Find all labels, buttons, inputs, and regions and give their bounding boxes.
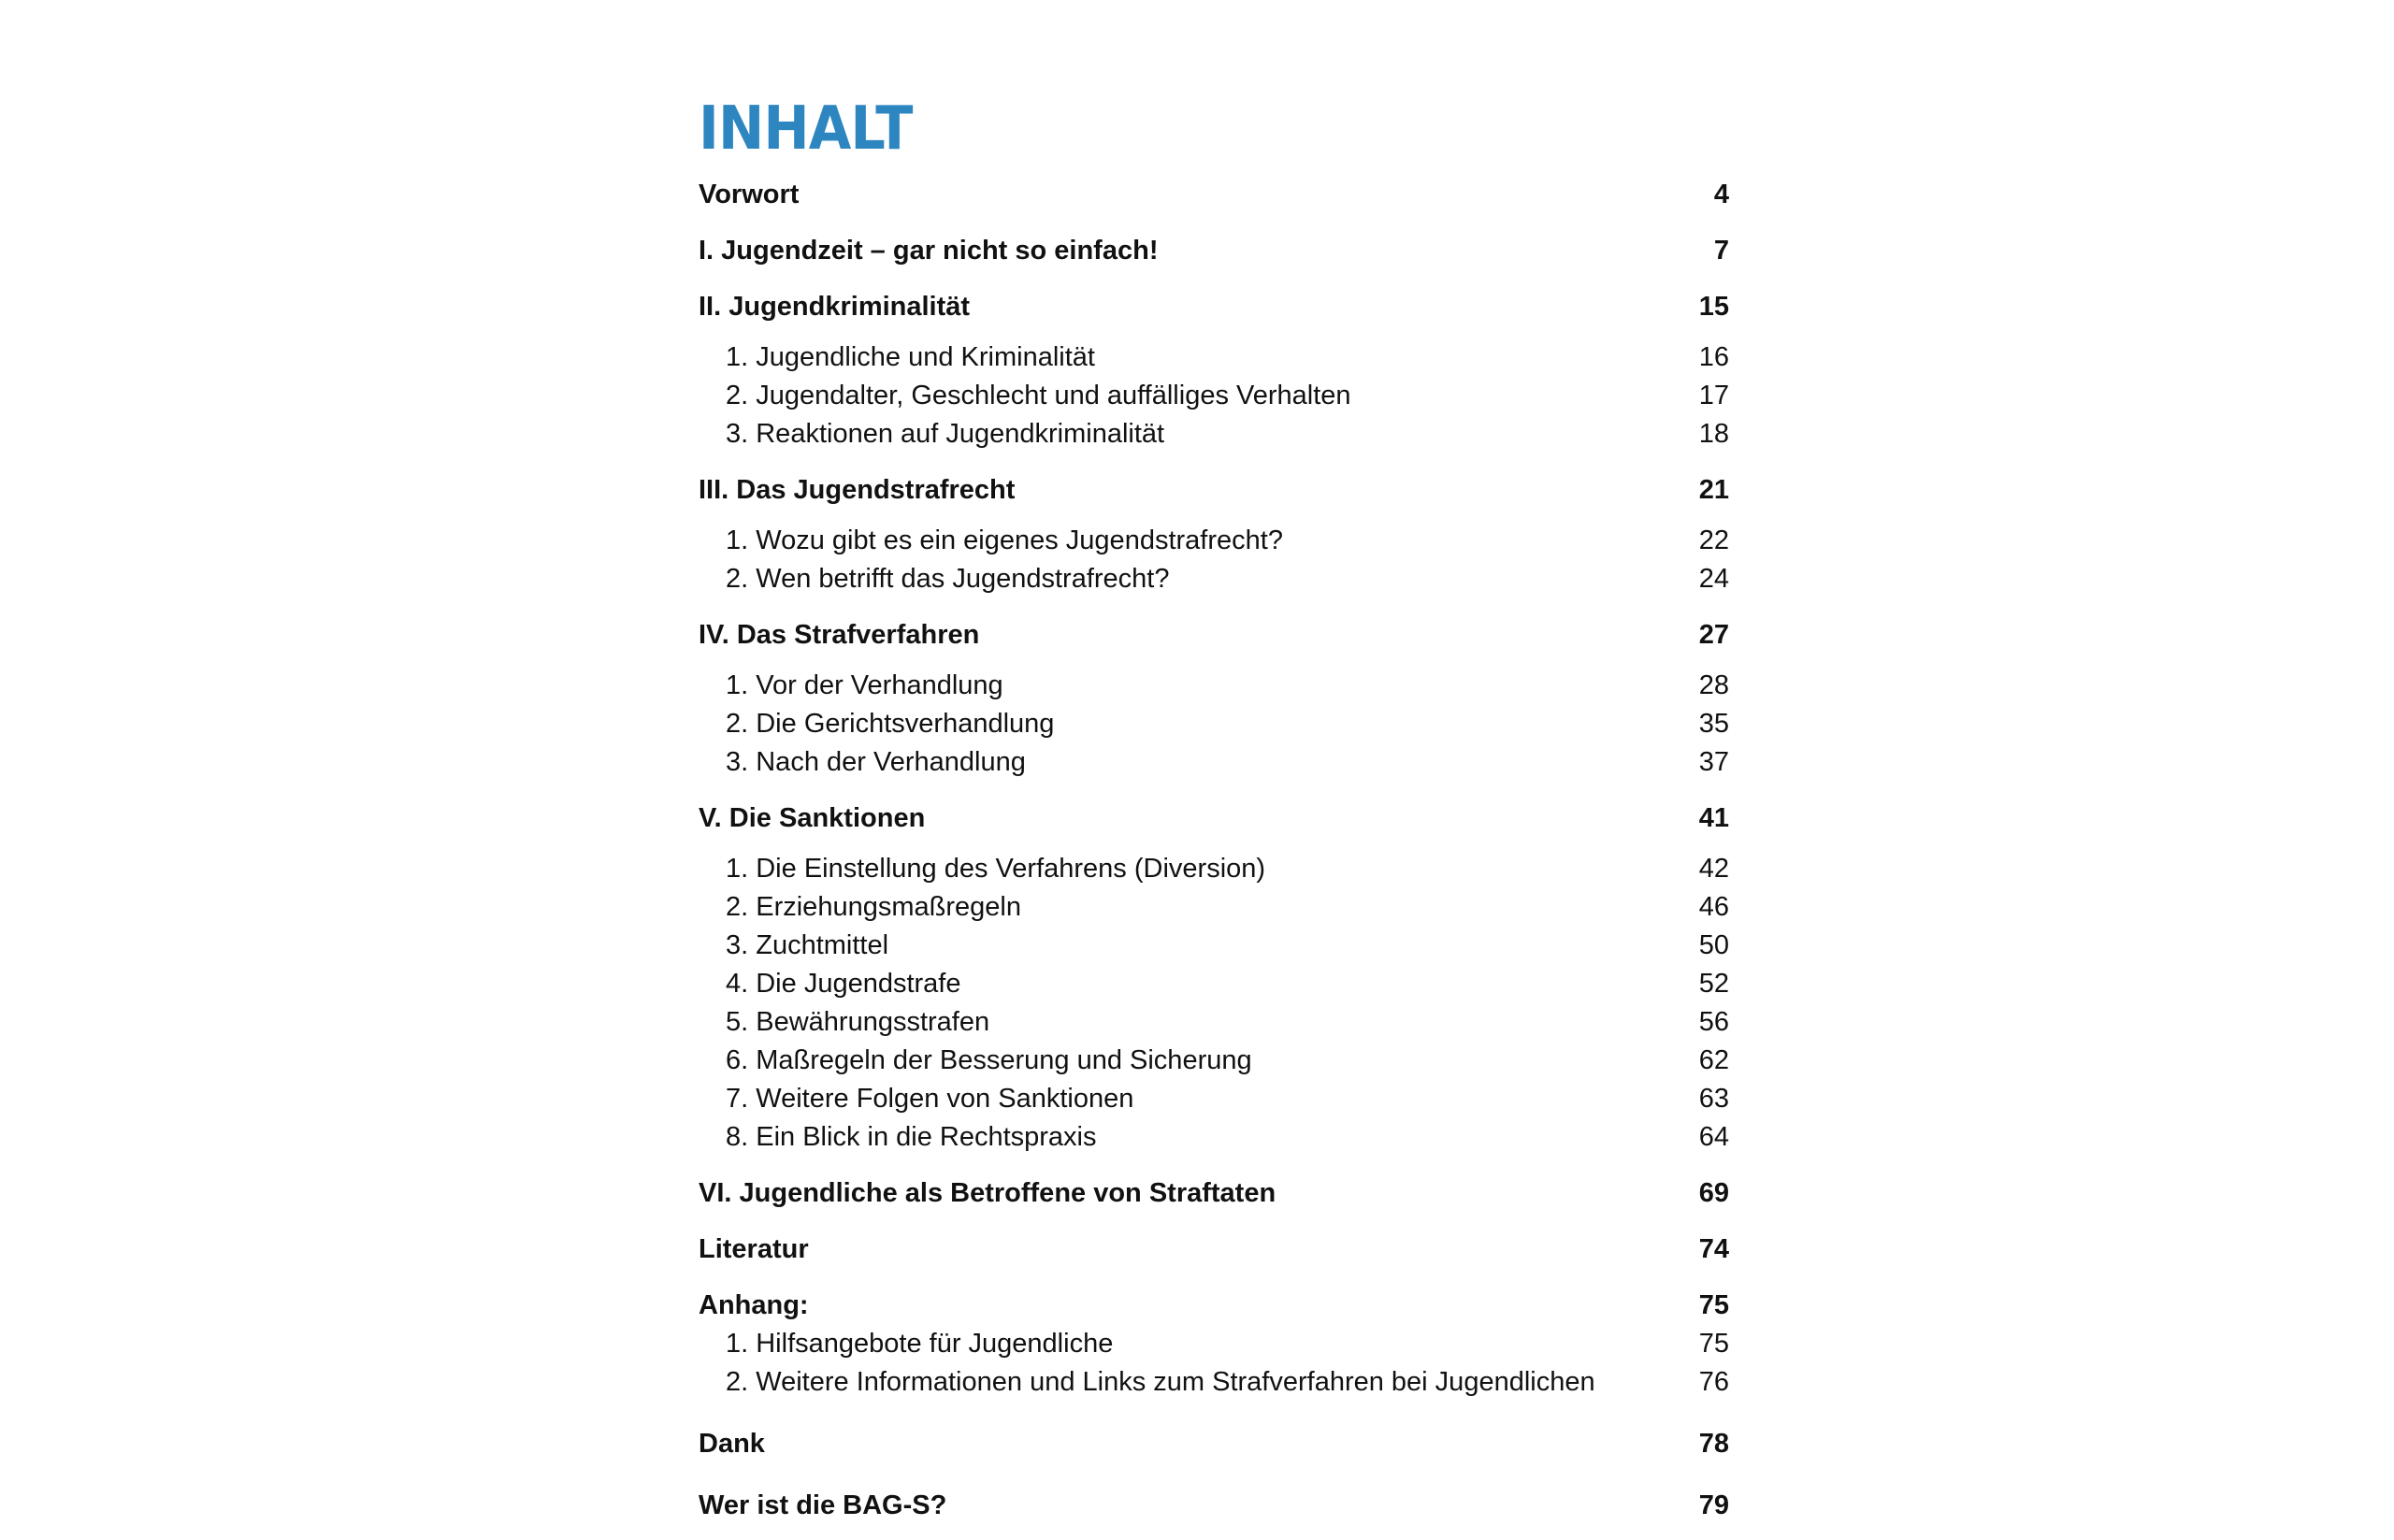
toc-subentry: [699, 927, 1729, 965]
toc-entry-page: 22: [1698, 525, 1729, 555]
toc-entry-anhang: [699, 1287, 1729, 1325]
toc-entry-label: 7. Weitere Folgen von Sanktionen: [726, 1084, 1134, 1114]
toc-entry-label: 2. Die Gerichtsverhandlung: [726, 709, 1055, 739]
toc-entry-page: 76: [1698, 1367, 1729, 1397]
toc-subentry: [699, 1003, 1729, 1042]
toc-entry-label: 1. Jugendliche und Kriminalität: [726, 342, 1095, 372]
toc-entry-literatur: [699, 1231, 1729, 1269]
toc-subentry: [699, 743, 1729, 782]
toc-entry-label: III. Das Jugendstrafrecht: [699, 475, 1016, 505]
toc-entry-label: 1. Die Einstellung des Verfahrens (Diversion): [726, 854, 1266, 884]
toc-entry-page: 42: [1698, 854, 1729, 884]
toc-entry-label: VI. Jugendliche als Betroffene von Straftaten: [699, 1178, 1276, 1208]
toc-subentry: [699, 667, 1729, 705]
toc-entry-page: 75: [1698, 1290, 1729, 1320]
toc-entry-label: 8. Ein Blick in die Rechtspraxis: [726, 1122, 1097, 1152]
toc-entry-label: 2. Weitere Informationen und Links zum Strafverfahren bei Jugendlichen: [726, 1367, 1595, 1397]
toc-entry-page: 41: [1698, 803, 1729, 833]
toc-subentry: [699, 705, 1729, 743]
toc-entry-label: Wer ist die BAG-S?: [699, 1490, 947, 1520]
toc-entry-label: 1. Vor der Verhandlung: [726, 670, 1003, 700]
toc-subentry: [699, 377, 1729, 415]
toc-entry-label: 5. Bewährungsstrafen: [726, 1007, 990, 1037]
toc-entry-page: 69: [1698, 1178, 1729, 1208]
toc-subentry: [699, 560, 1729, 598]
toc-entry-vorwort: [699, 176, 1729, 214]
toc-entry-page: 74: [1698, 1234, 1729, 1264]
toc-entry-page: 79: [1698, 1490, 1729, 1520]
toc-entry-page: 52: [1698, 969, 1729, 999]
toc-entry-page: 64: [1698, 1122, 1729, 1152]
toc-entry-page: 16: [1698, 342, 1729, 372]
toc-subentry: [699, 1118, 1729, 1157]
table-of-contents: [699, 94, 1729, 1525]
toc-subentry: [699, 522, 1729, 560]
toc-entry-label: 3. Nach der Verhandlung: [726, 747, 1026, 777]
toc-entry-label: 3. Reaktionen auf Jugendkriminalität: [726, 419, 1165, 449]
toc-entry-page: 63: [1698, 1084, 1729, 1114]
toc-subentry: [699, 888, 1729, 927]
toc-entry-page: 27: [1698, 620, 1729, 650]
toc-entry-bag-s: [699, 1487, 1729, 1525]
toc-entry-page: 21: [1698, 475, 1729, 505]
toc-entry-label: Literatur: [699, 1234, 809, 1264]
toc-entry-label: 2. Erziehungsmaßregeln: [726, 892, 1021, 922]
toc-chapter-5: [699, 799, 1729, 838]
toc-subentry: [699, 850, 1729, 888]
toc-entry-label: Dank: [699, 1429, 765, 1459]
toc-chapter-3: [699, 471, 1729, 510]
toc-chapter-6: [699, 1174, 1729, 1213]
toc-entry-page: 46: [1698, 892, 1729, 922]
toc-entry-label: 6. Maßregeln der Besserung und Sicherung: [726, 1045, 1252, 1075]
toc-entry-label: II. Jugendkriminalität: [699, 292, 971, 322]
toc-subentry: [699, 338, 1729, 377]
toc-entry-label: 1. Hilfsangebote für Jugendliche: [726, 1329, 1114, 1359]
toc-subentry: [699, 1363, 1729, 1402]
page-title: INHALT: [699, 94, 913, 164]
toc-entry-dank: [699, 1425, 1729, 1463]
toc-entry-label: 2. Jugendalter, Geschlecht und auffälliges Verhalten: [726, 381, 1351, 410]
toc-entry-page: 28: [1698, 670, 1729, 700]
toc-entry-page: 37: [1698, 747, 1729, 777]
toc-entry-page: 4: [1713, 180, 1729, 209]
toc-subentry: [699, 1325, 1729, 1363]
toc-entry-page: 62: [1698, 1045, 1729, 1075]
toc-entry-label: 1. Wozu gibt es ein eigenes Jugendstrafrecht?: [726, 525, 1283, 555]
toc-entry-page: 24: [1698, 564, 1729, 594]
toc-chapter-2: [699, 288, 1729, 326]
toc-entry-page: 56: [1698, 1007, 1729, 1037]
toc-subentry: [699, 965, 1729, 1003]
toc-subentry: [699, 1042, 1729, 1080]
toc-entry-label: Anhang:: [699, 1290, 809, 1320]
toc-entry-label: V. Die Sanktionen: [699, 803, 926, 833]
toc-entry-label: 4. Die Jugendstrafe: [726, 969, 961, 999]
toc-chapter-4: [699, 616, 1729, 655]
toc-subentry: [699, 415, 1729, 453]
toc-chapter-1: [699, 232, 1729, 270]
toc-entry-page: 7: [1713, 236, 1729, 266]
toc-entry-page: 17: [1698, 381, 1729, 410]
toc-entry-page: 15: [1698, 292, 1729, 322]
toc-entry-page: 78: [1698, 1429, 1729, 1459]
toc-entry-label: Vorwort: [699, 180, 800, 209]
toc-entry-label: IV. Das Strafverfahren: [699, 620, 980, 650]
toc-entry-page: 18: [1698, 419, 1729, 449]
toc-entry-page: 75: [1698, 1329, 1729, 1359]
toc-entry-label: I. Jugendzeit – gar nicht so einfach!: [699, 236, 1159, 266]
toc-entry-page: 50: [1698, 930, 1729, 960]
toc-entry-label: 3. Zuchtmittel: [726, 930, 889, 960]
toc-entry-label: 2. Wen betrifft das Jugendstrafrecht?: [726, 564, 1170, 594]
toc-entry-page: 35: [1698, 709, 1729, 739]
toc-subentry: [699, 1080, 1729, 1118]
